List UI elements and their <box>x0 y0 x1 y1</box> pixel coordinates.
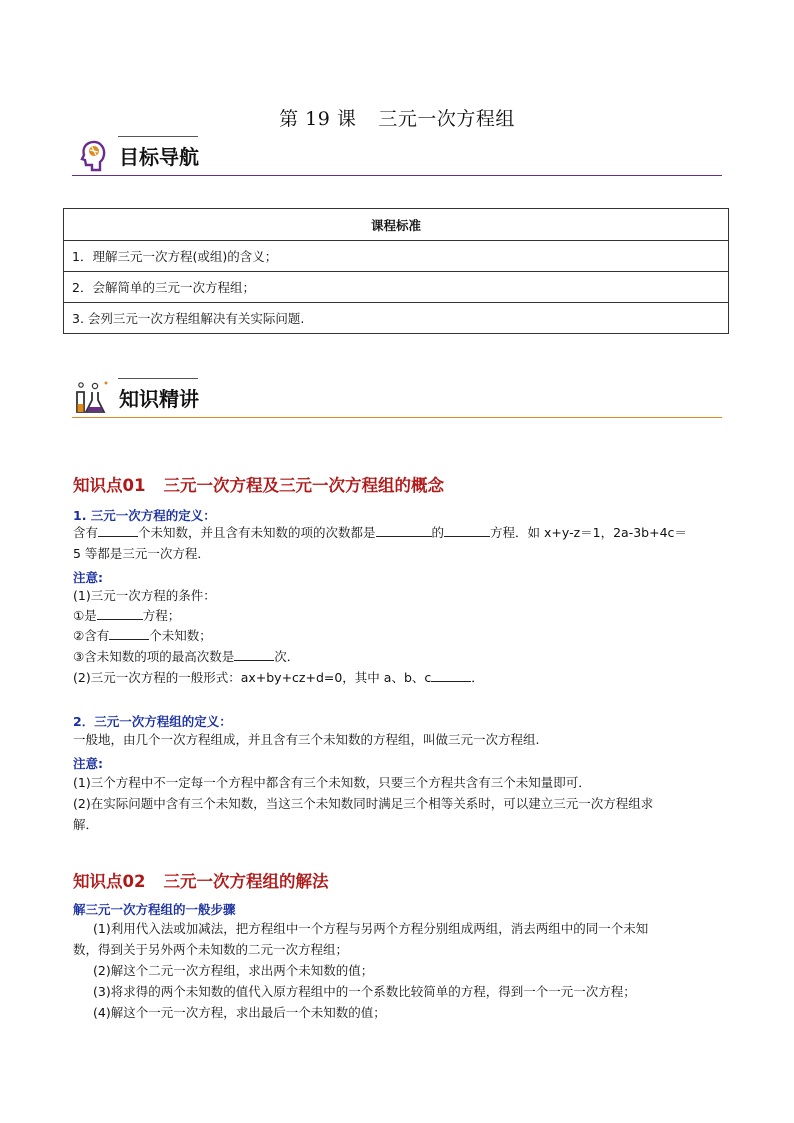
course-standards-table <box>63 208 729 334</box>
kp1-conditions: (1)三元一次方程的条件： <box>73 588 216 603</box>
standard-item: 2．会解简单的三元一次方程组； <box>64 272 729 303</box>
kp1-note2-label: 注意: <box>73 756 103 771</box>
knowledge-section-heading <box>72 378 722 418</box>
nav-heading-rule <box>72 175 722 177</box>
nav-heading-label: 目标导航 <box>119 145 199 169</box>
kp1-label: 知识点01 <box>73 476 146 495</box>
kp1-def-line2: 5 等都是三元一次方程． <box>73 546 210 561</box>
kp2-step-1-cont: 数，得到关于另外两个未知数的二元一次方程组； <box>73 942 349 957</box>
kp1-title: 三元一次方程及三元一次方程组的概念 <box>163 476 444 495</box>
kp2-heading <box>73 868 328 892</box>
fill-blank <box>97 606 143 620</box>
kp1-note2-item2: (2)在实际问题中含有三个未知数，当这三个未知数同时满足三个相等关系时，可以建立三元一次方程组求 <box>73 796 654 811</box>
kp1-condition-1: ①是 方程； <box>73 608 181 623</box>
fill-blank <box>98 523 138 537</box>
kp1-def-title: 1. 三元一次方程的定义： <box>73 508 216 523</box>
kp1-condition-3: ③含未知数的项的最高次数是 次． <box>73 649 300 664</box>
brain-head-icon <box>72 138 110 172</box>
knowledge-heading-rule <box>72 417 722 419</box>
standard-item: 3. 会列三元一次方程组解决有关实际问题. <box>64 303 729 334</box>
standards-header: 课程标准 <box>64 209 729 241</box>
kp2-step-1: (1)利用代入法或加减法，把方程组中一个方程与另两个方程分别组成两组，消去两组中的同一个未知 <box>93 921 649 936</box>
kp1-condition-2: ②含有 个未知数； <box>73 628 212 643</box>
kp1-heading <box>73 472 444 496</box>
lesson-title: 三元一次方程组 <box>378 108 515 130</box>
kp2-label: 知识点02 <box>73 872 146 891</box>
fill-blank <box>431 668 471 682</box>
kp1-note-label: 注意: <box>73 570 103 585</box>
fill-blank <box>444 523 490 537</box>
kp2-step-2: (2)解这个二元一次方程组，求出两个未知数的值； <box>93 963 374 978</box>
standard-item: 1．理解三元一次方程(或组)的含义； <box>64 241 729 272</box>
kp1-def2-title: 2．三元一次方程组的定义： <box>73 714 232 729</box>
fill-blank <box>376 523 432 537</box>
page-title <box>0 104 794 131</box>
kp2-step-3: (3)将求得的两个未知数的值代入原方程组中的一个系数比较简单的方程，得到一个一元一次方程； <box>93 984 636 999</box>
knowledge-heading-label: 知识精讲 <box>119 387 199 411</box>
kp1-def-line1: 含有 个未知数，并且含有未知数的项的次数都是 的 方程．如 x+y-z＝1，2a-3b+4c＝ <box>73 525 687 540</box>
kp1-general-form: (2)三元一次方程的一般形式：ax+by+cz+d=0，其中 a、b、c ． <box>73 670 484 685</box>
fill-blank <box>234 647 274 661</box>
lab-flask-icon <box>72 380 110 414</box>
kp1-def2-text: 一般地，由几个一次方程组成，并且含有三个未知数的方程组，叫做三元一次方程组. <box>73 732 540 747</box>
kp2-steps-title: 解三元一次方程组的一般步骤 <box>73 902 236 917</box>
kp2-step-4: (4)解这个一元一次方程，求出最后一个未知数的值； <box>93 1005 386 1020</box>
kp1-note2-item1: (1)三个方程中不一定每一个方程中都含有三个未知数，只要三个方程共含有三个未知量即可． <box>73 775 591 790</box>
nav-section-heading <box>72 136 722 176</box>
kp2-title: 三元一次方程组的解法 <box>163 872 329 891</box>
kp1-note2-item2-cont: 解． <box>73 817 99 832</box>
lesson-number: 第 19 课 <box>279 108 357 130</box>
fill-blank <box>109 626 149 640</box>
